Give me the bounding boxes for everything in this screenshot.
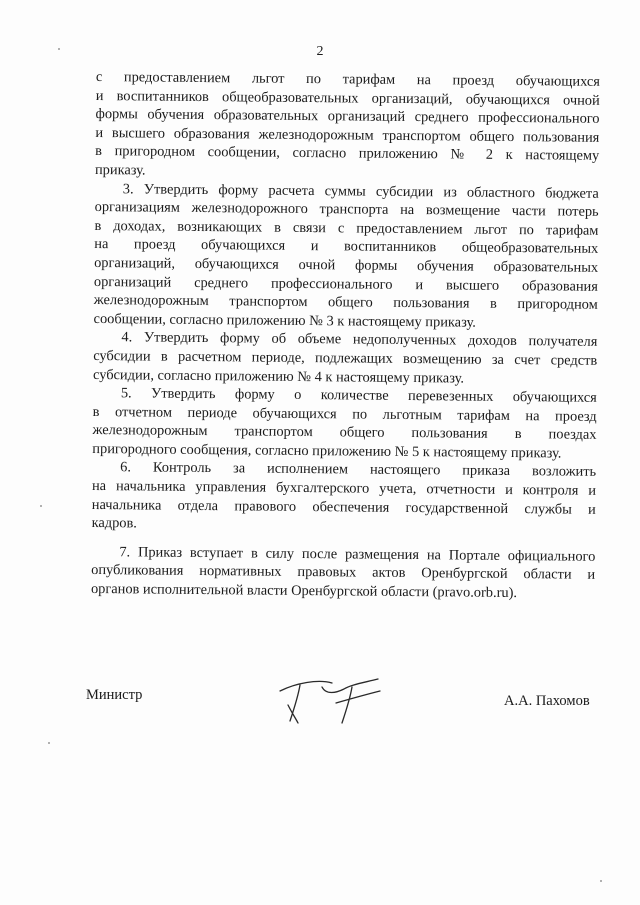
page-number: 2 (316, 44, 324, 59)
text-line: и высшего образования железнодорожным транспортом общего пользования (95, 124, 600, 146)
scan-speck (600, 880, 602, 882)
text-line: на проезд обучающихся и воспитанников общеобразовательных (94, 236, 599, 258)
text-line: в отчетном периоде обучающихся по льготным тарифам на проезд (92, 403, 597, 425)
paragraph-item-6 (92, 458, 597, 537)
paragraph-item-4 (93, 328, 598, 389)
scan-speck (58, 48, 60, 50)
signatory-title: Министр (86, 687, 143, 703)
text-line: опубликования нормативных правовых актов Оренбургской области и (91, 562, 596, 584)
handwritten-signature (266, 669, 396, 729)
text-line: с предоставлением льгот по тарифам на проезд обучающихся (95, 68, 600, 90)
text-line: начальника отдела правового обеспечения государственной службы и (91, 496, 596, 518)
text-line: субсидии, согласно приложению № 4 к настоящему приказу. (92, 366, 465, 387)
text-line: кадров. (91, 515, 137, 532)
text-line: в доходах, возникающих в связи с предоставлением льгот по тарифам (94, 217, 599, 239)
signature-block (86, 675, 606, 735)
text-line: железнодорожным транспортом общего пользования в поездах (92, 422, 597, 444)
text-line: организаций среднего профессионального и высшего образования (93, 273, 599, 295)
document-body (91, 68, 600, 603)
text-line: 5. Утвердить форму о количестве перевезенных обучающихся (120, 385, 597, 406)
text-line: организациям железнодорожного транспорта на возмещение части потерь (94, 199, 599, 220)
text-line: в пригородном сообщении, согласно приложению № 2 к настоящему (95, 143, 600, 165)
text-line: субсидии в расчетном периоде, подлежащих возмещению за счет средств (93, 347, 598, 369)
text-line: 4. Утвердить форму об объеме недополученных доходов получателя (121, 329, 598, 351)
signatory-name: А.А. Пахомов (504, 693, 590, 709)
text-line: на начальника управления бухгалтерского учета, отчетности и контроля и (91, 478, 597, 499)
text-line: формы обучения образовательных организаций среднего профессионального (95, 106, 600, 128)
text-line: 7. Приказ вступает в силу после размещения на Портале официального (119, 544, 596, 565)
text-line: приказу. (94, 161, 146, 179)
text-line: органов исполнительной власти Оренбургской области (pravo.orb.ru). (90, 581, 518, 602)
paragraph-item-7 (91, 543, 596, 604)
text-line: пригородного сообщения, согласно приложению № 5 к настоящему приказу. (92, 440, 562, 462)
text-line: сообщении, согласно приложению № 3 к настоящему приказу. (93, 310, 476, 331)
text-line: 3. Утвердить форму расчета суммы субсидии из областного бюджета (122, 180, 599, 202)
paragraph-continuation (95, 68, 600, 184)
paragraph-item-5 (92, 384, 597, 463)
scan-speck (40, 505, 42, 507)
paragraph-item-3 (94, 180, 599, 334)
text-line: организаций, обучающихся очной формы обучения образовательных (94, 254, 599, 276)
text-line: и воспитанников общеобразовательных организаций, обучающихся очной (95, 87, 600, 109)
text-line: железнодорожным транспортом общего пользования в пригородном (93, 292, 598, 313)
scan-speck (48, 742, 50, 744)
text-line: 6. Контроль за исполнением настоящего приказа возложить (120, 459, 597, 481)
